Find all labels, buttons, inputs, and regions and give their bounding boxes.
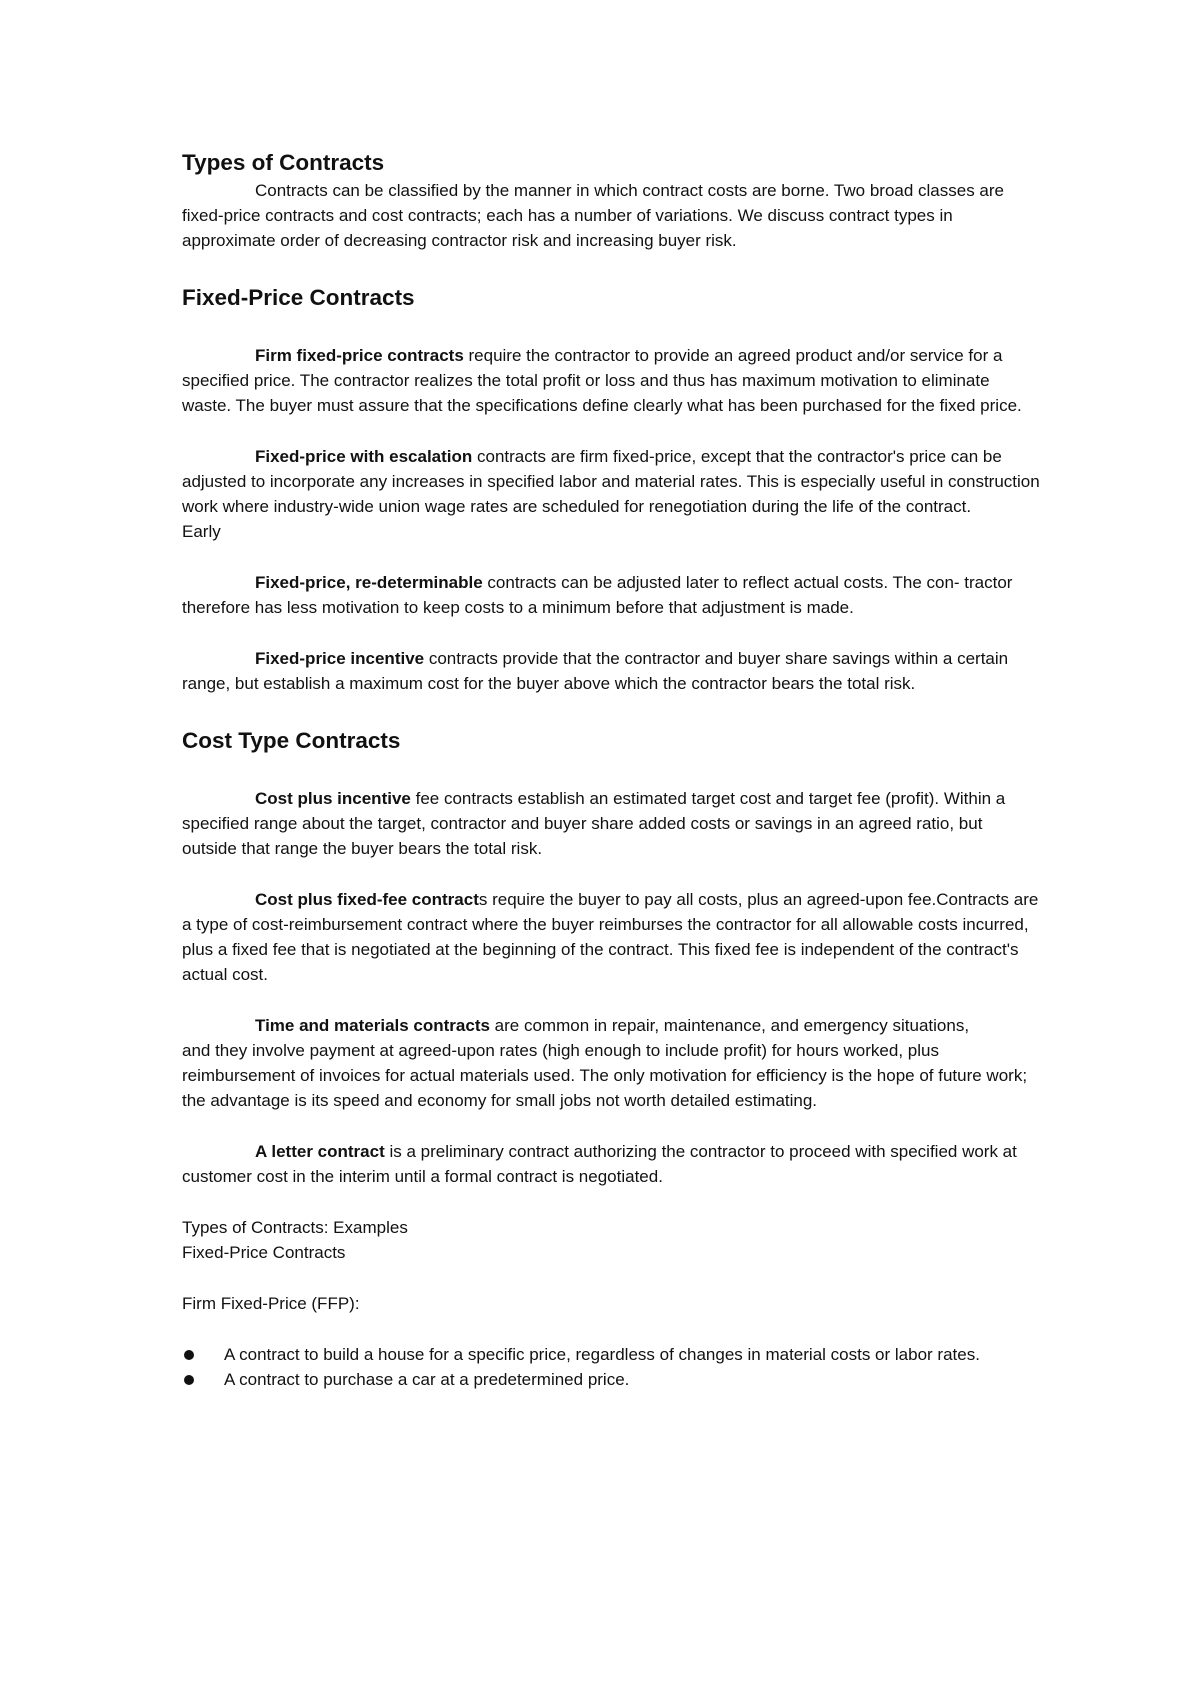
term-fixed-price-escalation: Fixed-price with escalation	[255, 447, 473, 466]
examples-subtitle: Fixed-Price Contracts	[182, 1243, 346, 1262]
paragraph-fixed-price-incentive: Fixed-price incentive contracts provide that the contractor and buyer share savings within a certain range, but establish a maximum cost for the buyer above which the contractor bears the total risk.	[182, 649, 1009, 693]
paragraph-fixed-price-redeterminable: Fixed-price, re-determinable contracts can be adjusted later to reflect actual costs. The con- tractor therefore has less motivation to keep costs to a minimum before that adjustment is made.	[182, 573, 1013, 617]
heading-fixed-price-contracts: Fixed-Price Contracts	[182, 285, 415, 310]
term-firm-fixed-price: Firm fixed-price contracts	[255, 346, 464, 365]
term-fixed-price-redeterminable: Fixed-price, re-determinable	[255, 573, 483, 592]
paragraph-time-and-materials: Time and materials contracts are common in repair, maintenance, and emergency situations,	[255, 1016, 970, 1035]
term-cost-plus-incentive: Cost plus incentive	[255, 789, 411, 808]
term-cost-plus-fixed-fee: Cost plus fixed-fee contract	[255, 890, 479, 909]
paragraph-cost-plus-incentive: Cost plus incentive fee contracts establish an estimated target cost and target fee (profit). Within a specified range about the target, contractor and buyer share added costs or savings in an agreed ratio, but outside that range the buyer bears the total risk.	[182, 789, 1006, 858]
term-fixed-price-incentive: Fixed-price incentive	[255, 649, 425, 668]
heading-types-of-contracts: Types of Contracts	[182, 150, 385, 175]
heading-cost-type-contracts: Cost Type Contracts	[182, 728, 401, 753]
paragraph-firm-fixed-price: Firm fixed-price contracts require the contractor to provide an agreed product and/or service for a specified price. The contractor realizes the total profit or loss and thus has maximum motivation to eliminate waste. The buyer must assure that the specifications define clearly what has been purchased for the fixed price.	[182, 346, 1022, 415]
stray-text-early: Early	[182, 522, 221, 541]
term-time-and-materials: Time and materials contracts	[255, 1016, 490, 1035]
examples-title: Types of Contracts: Examples	[182, 1218, 408, 1237]
paragraph-fixed-price-escalation: Fixed-price with escalation contracts are firm fixed-price, except that the contractor's price can be adjusted to incorporate any increases in specified labor and material rates. This is especially useful in construction work where industry-wide union wage rates are scheduled for renegotiation during the life of the contract.	[182, 447, 1040, 516]
bullet-icon	[184, 1375, 194, 1385]
intro-paragraph: Contracts can be classified by the manner in which contract costs are borne. Two broad classes are fixed-price contracts and cost contracts; each has a number of variations. We discuss contract types in approximate order of decreasing contractor risk and increasing buyer risk.	[182, 181, 1005, 250]
paragraph-time-and-materials-cont: and they involve payment at agreed-upon rates (high enough to include profit) for hours worked, plus reimbursement of invoices for actual materials used. The only motivation for efficiency is the hope of future work; the advantage is its speed and economy for small jobs not worth detailed estimating.	[182, 1041, 1028, 1110]
list-item: A contract to purchase a car at a predetermined price.	[182, 1367, 1040, 1392]
ffp-label: Firm Fixed-Price (FFP):	[182, 1294, 360, 1313]
bullet-icon	[184, 1350, 194, 1360]
paragraph-cost-plus-fixed-fee: Cost plus fixed-fee contracts require the buyer to pay all costs, plus an agreed-upon fee.Contracts are a type of cost-reimbursement contract where the buyer reimburses the contractor for all allowable costs incurred, plus a fixed fee that is negotiated at the beginning of the contract. This fixed fee is independent of the contract's actual cost.	[182, 890, 1039, 984]
list-item: A contract to build a house for a specific price, regardless of changes in material costs or labor rates.	[182, 1342, 1040, 1367]
examples-bullet-list	[182, 1342, 1040, 1392]
paragraph-letter-contract: A letter contract is a preliminary contract authorizing the contractor to proceed with specified work at customer cost in the interim until a formal contract is negotiated.	[182, 1142, 1017, 1186]
term-letter-contract: A letter contract	[255, 1142, 385, 1161]
